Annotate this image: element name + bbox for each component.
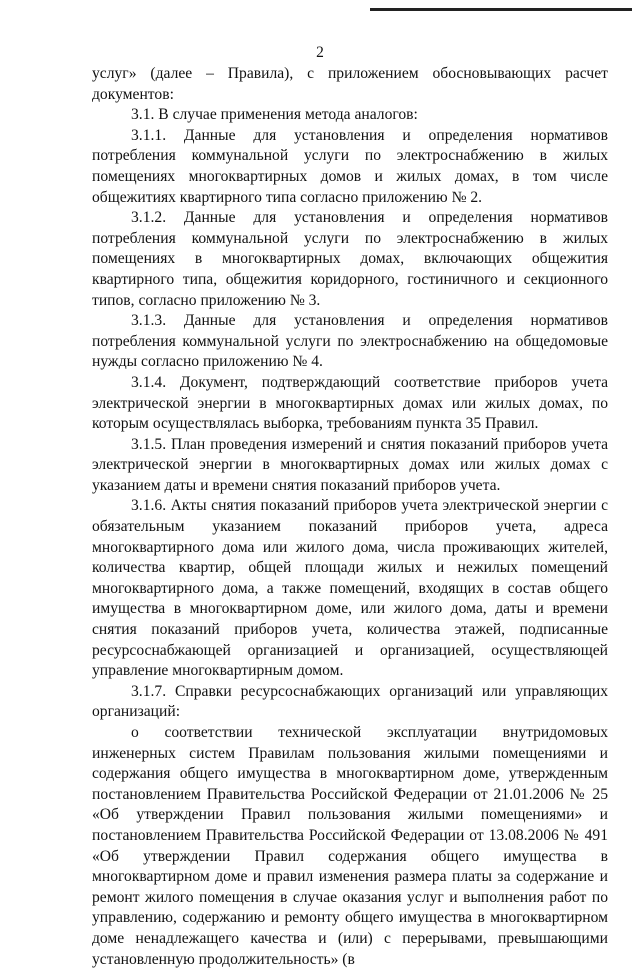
document-body	[92, 64, 608, 970]
paragraph-3-1-5: 3.1.5. План проведения измерений и снятия показаний приборов учета электрической энергии в многоквартирных домах или жилых домах с указанием даты и времени снятия показаний приборов учета.	[92, 435, 608, 494]
page-number: 2	[316, 44, 324, 61]
paragraph-3-1-4: 3.1.4. Документ, подтверждающий соответствие приборов учета электрической энергии в многоквартирных домах или жилых домах, по которым осуществлялась выборка, требованиям пункта 35 Правил.	[92, 373, 608, 433]
paragraph-3-1-3: 3.1.3. Данные для установления и определения нормативов потребления коммунальной услуги по электроснабжению на общедомовые нужды согласно приложению № 4.	[92, 312, 608, 371]
paragraph-3-1-1: 3.1.1. Данные для установления и определения нормативов потребления коммунальной услуги по электроснабжению в жилых помещениях многоквартирных домов и жилых домах, в том числе общежитиях квартирного типа согласно приложению № 2.	[92, 126, 608, 206]
paragraph-intro-continuation: услуг» (далее – Правила), с приложением обосновывающих расчет документов:	[92, 65, 608, 103]
paragraph-certificate-conformity: о соответствии технической эксплуатации внутридомовых инженерных систем Правилам пользования жилыми помещениями и содержания общего имущества в многоквартирном доме, утвержденным постановлением Правительства Российской Федерации от 21.01.2006 № 25 «Об утверждении Правил пользования жилыми помещениями» и постановлением Правительства Российской Федерации от 13.08.2006 № 491 «Об утверждении Правил содержания общего имущества в многоквартирном доме и правил изменения размера платы за содержание и ремонт жилого помещения в случае оказания услуг и выполнения работ по управлению, содержанию и ремонту общего имущества в многоквартирном доме ненадлежащего качества и (или) с перерывами, превышающими установленную продолжительность» (в	[92, 724, 608, 968]
paragraph-3-1: 3.1. В случае применения метода аналогов:	[131, 106, 418, 124]
paragraph-3-1-2: 3.1.2. Данные для установления и определения нормативов потребления коммунальной услуги по электроснабжению в жилых помещениях в многоквартирных домах, включающих общежития квартирного типа, общежития коридорного, гостиничного и секционного типов, согласно приложению № 3.	[92, 209, 608, 309]
header-rule	[370, 8, 632, 11]
paragraph-3-1-6: 3.1.6. Акты снятия показаний приборов учета электрической энергии с обязательным указанием показаний приборов учета, адреса многоквартирного дома или жилого дома, числа проживающих жителей, количества квартир, общей площади жилых и нежилых помещений многоквартирного дома, а также помещений, входящих в состав общего имущества в многоквартирном доме, или жилого дома, даты и времени снятия показаний приборов учета, количества этажей, подписанные ресурсоснабжающей организацией и организацией, осуществляющей управление многоквартирным домом.	[92, 497, 608, 680]
paragraph-3-1-7: 3.1.7. Справки ресурсоснабжающих организаций или управляющих организаций:	[92, 682, 608, 721]
